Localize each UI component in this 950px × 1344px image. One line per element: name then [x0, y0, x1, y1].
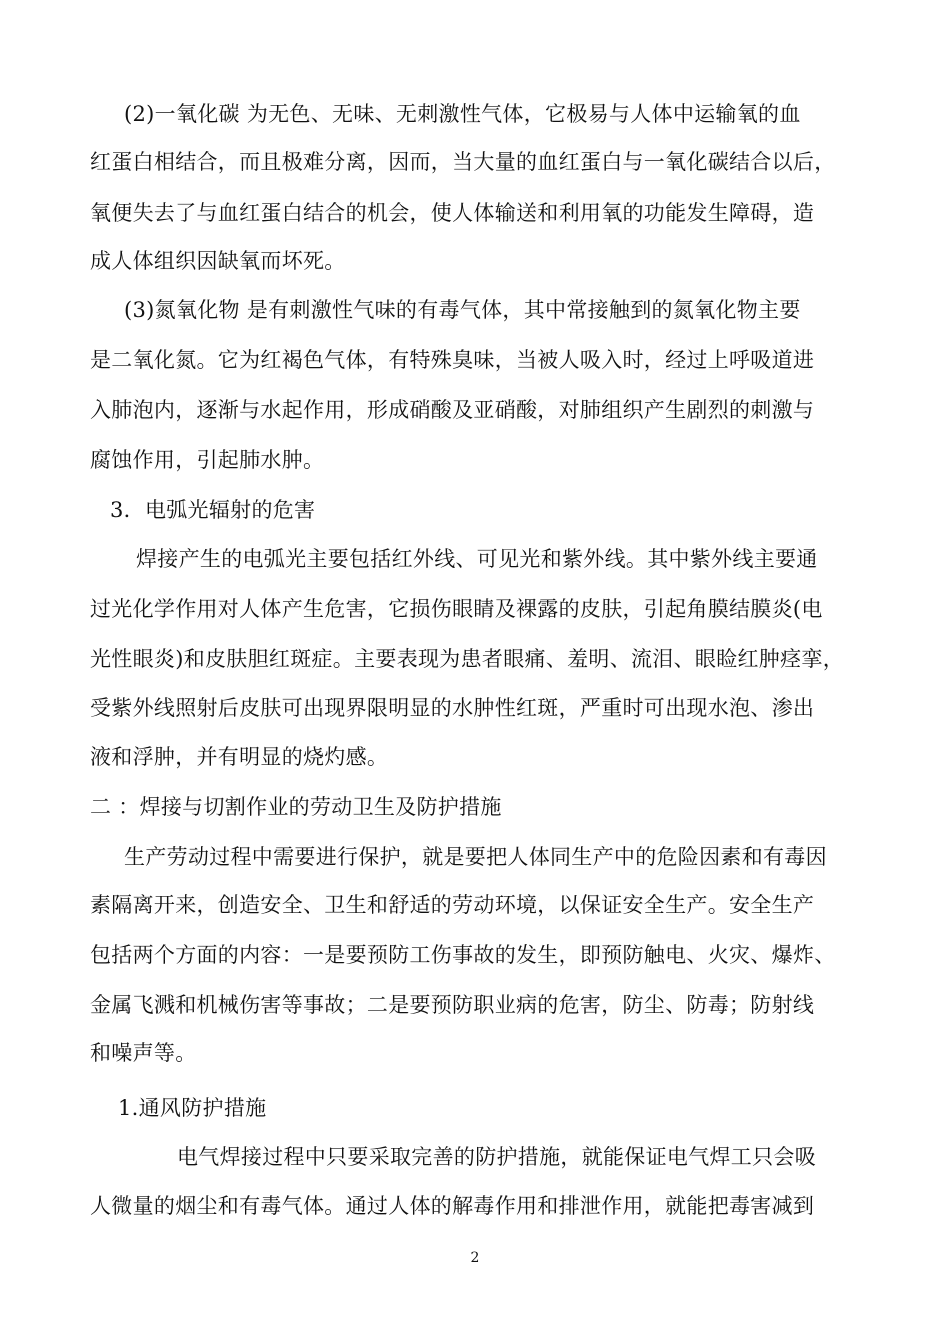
paragraph-line: 焊接产生的电弧光主要包括红外线、可见光和紫外线。其中紫外线主要通: [136, 547, 818, 571]
paragraph-line: 入肺泡内，逐渐与水起作用，形成硝酸及亚硝酸，对肺组织产生剧烈的刺激与: [90, 398, 815, 422]
paragraph-line: 电气焊接过程中只要采取完善的防护措施，就能保证电气焊工只会吸: [177, 1145, 816, 1169]
paragraph-line: (2)一氧化碳 为无色、无味、无刺激性气体，它极易与人体中运输氧的血: [124, 102, 801, 126]
paragraph-line: 金属飞溅和机械伤害等事故；二是要预防职业病的危害，防尘、防毒；防射线: [90, 993, 815, 1017]
section-heading: 二 ：焊接与切割作业的劳动卫生及防护措施: [90, 795, 502, 819]
paragraph-line: 素隔离开来，创造安全、卫生和舒适的劳动环境，以保证安全生产。安全生产: [90, 893, 815, 917]
paragraph-line: 过光化学作用对人体产生危害，它损伤眼睛及裸露的皮肤，引起角膜结膜炎(电: [90, 597, 823, 621]
paragraph-line: 人微量的烟尘和有毒气体。通过人体的解毒作用和排泄作用，就能把毒害减到: [90, 1194, 815, 1218]
page-number: 2: [470, 1250, 480, 1266]
paragraph-line: 腐蚀作用，引起肺水肿。: [90, 448, 325, 472]
paragraph-line: 成人体组织因缺氧而坏死。: [90, 249, 346, 273]
paragraph-line: 和噪声等。: [90, 1041, 197, 1065]
paragraph-line: 红蛋白相结合，而且极难分离，因而，当大量的血红蛋白与一氧化碳结合以后，: [90, 150, 836, 174]
paragraph-line: 是二氧化氮。它为红褐色气体，有特殊臭味，当被人吸入时，经过上呼吸道进: [90, 348, 815, 372]
section-heading: 3．电弧光辐射的危害: [110, 498, 316, 522]
paragraph-line: 受紫外线照射后皮肤可出现界限明显的水肿性红斑，严重时可出现水泡、渗出: [90, 696, 815, 720]
paragraph-line: 光性眼炎)和皮肤胆红斑症。主要表现为患者眼痛、羞明、流泪、眼睑红肿痉挛，: [90, 647, 844, 671]
paragraph-line: 氧便失去了与血红蛋白结合的机会，使人体输送和利用氧的功能发生障碍，造: [90, 201, 815, 225]
paragraph-line: (3)氮氧化物 是有刺激性气味的有毒气体，其中常接触到的氮氧化物主要: [124, 298, 801, 322]
paragraph-line: 包括两个方面的内容：一是要预防工伤事故的发生，即预防触电、火灾、爆炸、: [90, 943, 836, 967]
paragraph-line: 生产劳动过程中需要进行保护，就是要把人体同生产中的危险因素和有毒因: [124, 845, 827, 869]
section-heading: 1.通风防护措施: [118, 1096, 267, 1120]
paragraph-line: 液和浮肿，并有明显的烧灼感。: [90, 745, 389, 769]
